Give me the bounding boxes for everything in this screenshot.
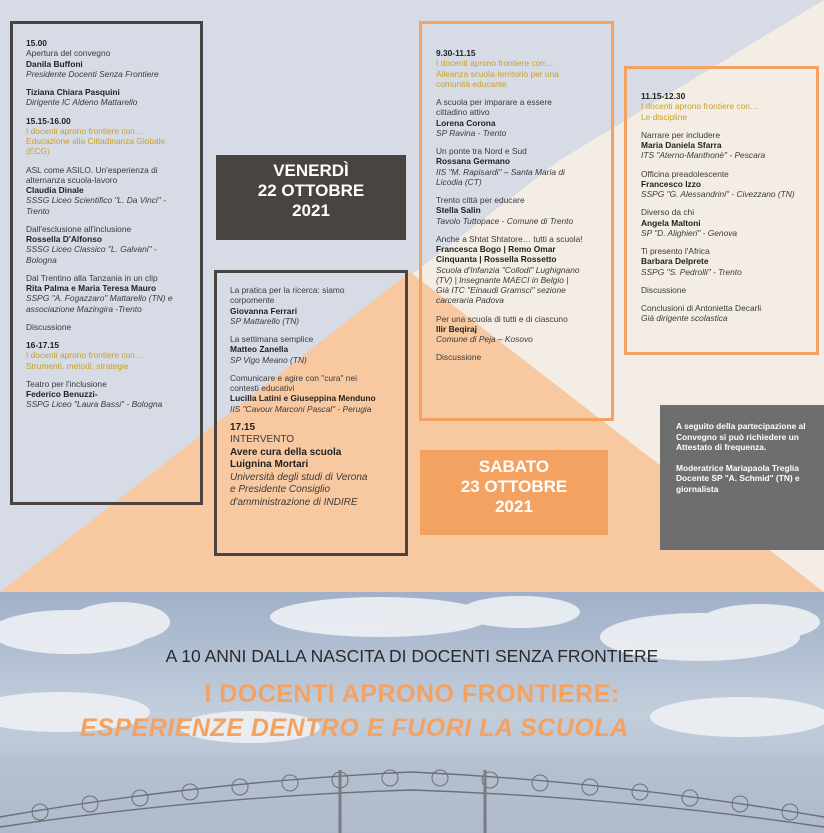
program-text: Discussione xyxy=(26,321,72,332)
keynote-intervento xyxy=(230,422,397,510)
program-theme: Educazione alla Cittadinanza Globale xyxy=(26,136,166,146)
program-affiliation: SSPG "G. Alessandrini" - Civezzano (TN) xyxy=(641,189,795,199)
program-text: Apertura del convegno xyxy=(26,48,111,59)
program-text: A scuola per imparare a essere xyxy=(436,97,552,107)
program-item xyxy=(26,273,192,314)
program-item xyxy=(26,340,192,371)
keynote-affiliation: d'amministrazione di INDIRE xyxy=(230,496,358,508)
keynote-time: 17.15 xyxy=(230,421,256,433)
program-text: alternanza scuola-lavoro xyxy=(26,174,118,185)
program-bold-text: 9.30-11.15 xyxy=(436,48,476,58)
event-title-line1: I DOCENTI APRONO FRONTIERE: xyxy=(204,680,620,708)
program-text: corpomente xyxy=(230,295,275,306)
program-affiliation: Dirigente IC Aldeno Mattarello xyxy=(26,97,138,108)
event-subtitle: A 10 ANNI DALLA NASCITA DI DOCENTI SENZA FRONTIERE xyxy=(165,646,659,666)
program-item xyxy=(26,38,192,79)
saturday-year: 2021 xyxy=(495,497,533,517)
program-affiliation: Tavolo Tuttopace - Comune di Trento xyxy=(436,215,574,226)
friday-day: VENERDÌ xyxy=(273,161,349,180)
program-bold-text: Rossella D'Alfonso xyxy=(26,234,102,244)
program-item xyxy=(641,169,810,200)
program-item xyxy=(26,116,192,157)
program-item xyxy=(641,130,810,161)
program-bold-text: Danila Buffoni xyxy=(26,58,83,69)
program-text: Diverso da chi xyxy=(641,207,695,218)
program-theme: (ECG) xyxy=(26,146,50,157)
program-item xyxy=(436,146,603,187)
program-item xyxy=(436,48,603,89)
program-theme: Le discipline xyxy=(641,111,688,122)
program-affiliation: carceraria Padova xyxy=(436,295,504,306)
program-bold-text: Francesca Bogo | Remo Omar xyxy=(436,244,556,254)
program-bold-text: Stella Salin xyxy=(436,205,481,216)
info-box xyxy=(660,405,824,550)
program-item xyxy=(26,87,192,108)
program-theme: I docenti aprono frontiere con… xyxy=(26,350,144,361)
program-item xyxy=(230,334,397,365)
program-bold-text: Matteo Zanella xyxy=(230,344,289,355)
keynote-label: INTERVENTO xyxy=(230,434,295,446)
program-text: Narrare per includere xyxy=(641,129,721,140)
saturday-schedule-box-2 xyxy=(624,66,819,355)
program-text: Officina preadolescente xyxy=(641,168,729,179)
program-item xyxy=(230,285,397,326)
program-bold-text: Maria Daniela Sfarra xyxy=(641,140,722,150)
program-affiliation: Scuola d'Infanzia "Collodi" Lughignano xyxy=(436,264,580,275)
program-affiliation: ITS "Aterno-Manthonè" - Pescara xyxy=(641,150,766,161)
event-title-line2: ESPERIENZE DENTRO E FUORI LA SCUOLA xyxy=(80,714,629,742)
program-text: Ti presento l'Africa xyxy=(641,246,710,256)
program-theme: I docenti aprono frontiere con… xyxy=(26,125,144,136)
program-bold-text: Tiziana Chiara Pasquini xyxy=(26,87,120,97)
program-theme: comunità educante xyxy=(436,78,507,89)
program-affiliation: SP "D. Alighieri" - Genova xyxy=(641,227,738,238)
program-affiliation: IIS "M. Rapisardi" – Santa Maria di xyxy=(436,166,565,177)
program-affiliation: associazione Mazingira -Trento xyxy=(26,303,142,314)
program-bold-text: Lucilla Latini e Giuseppina Menduno xyxy=(230,393,376,404)
program-theme: Strumenti, metodi, strategie xyxy=(26,360,129,371)
program-text: Dall'esclusione all'inclusione xyxy=(26,223,132,234)
program-affiliation: SSSG Liceo Classico "L. Galvani" - xyxy=(26,244,157,255)
saturday-schedule-box-1 xyxy=(419,21,614,421)
program-item xyxy=(436,195,603,226)
program-bold-text: 15.00 xyxy=(26,38,47,48)
program-item xyxy=(26,322,192,332)
program-affiliation: Già dirigente scolastica xyxy=(641,313,728,324)
program-item xyxy=(436,97,603,138)
program-bold-text: Lorena Corona xyxy=(436,117,496,128)
program-bold-text: Rita Palma e Maria Teresa Mauro xyxy=(26,283,157,293)
program-text: cittadino attivo xyxy=(436,107,490,118)
program-affiliation: IIS "Cavour Marconi Pascal" - Perugia xyxy=(230,403,372,414)
program-affiliation: SSPG Liceo "Laura Bassi" - Bologna xyxy=(26,399,163,410)
program-affiliation: Comune di Peja – Kosovo xyxy=(436,334,533,344)
friday-date-label xyxy=(216,155,406,240)
program-text: ASL come ASILO. Un'esperienza di xyxy=(26,164,158,175)
program-bold-text: Claudia Dinale xyxy=(26,185,84,195)
program-affiliation: Bologna xyxy=(26,254,57,265)
program-text: Dal Trentino alla Tanzania in un clip xyxy=(26,272,158,283)
saturday-date: 23 OTTOBRE xyxy=(460,477,568,497)
program-affiliation: SP Ravina - Trento xyxy=(436,127,507,138)
attestato-note: A seguito della partecipazione al Convegno si può richiedere un Attestato di frequenza. xyxy=(676,421,806,452)
program-bold-text: Cinquanta | Rossella Rossetto xyxy=(436,254,557,265)
friday-schedule-box-2 xyxy=(214,270,408,556)
program-item xyxy=(436,234,603,306)
keynote-title: Avere cura della scuola xyxy=(230,446,342,458)
program-item xyxy=(26,165,192,216)
program-theme: I docenti aprono frontiere con… xyxy=(641,101,759,112)
moderatrice-note: Moderatrice Mariapaola Treglia Docente SP "A. Schmid" (TN) e giornalista xyxy=(676,462,800,494)
program-item xyxy=(26,379,192,410)
program-item xyxy=(436,314,603,345)
program-item xyxy=(26,224,192,265)
program-text: Comunicare e agire con "cura" nei xyxy=(230,372,357,383)
program-affiliation: SP Vigo Meano (TN) xyxy=(230,354,307,365)
program-bold-text: Angela Maltoni xyxy=(641,217,701,228)
program-bold-text: Ilir Beqiraj xyxy=(436,323,477,334)
program-affiliation: SP Mattarello (TN) xyxy=(230,315,300,326)
program-text: Anche a Shtat Shtatore… tutti a scuola! xyxy=(436,233,583,244)
program-item xyxy=(641,246,810,277)
program-text: Un ponte tra Nord e Sud xyxy=(436,146,527,156)
program-item xyxy=(230,373,397,414)
keynote-speaker: Luignina Mortari xyxy=(230,459,309,471)
friday-date: 22 OTTOBRE xyxy=(257,181,365,201)
program-affiliation: Licodia (CT) xyxy=(436,176,482,187)
program-bold-text: Federico Benuzzi- xyxy=(26,389,98,399)
program-text: Teatro per l'inclusione xyxy=(26,378,107,389)
program-affiliation: Trento xyxy=(26,205,50,216)
program-bold-text: 15.15-16.00 xyxy=(26,115,71,126)
program-bold-text: 16-17.15 xyxy=(26,340,60,350)
program-affiliation: SSSG Liceo Scientifico "L. Da Vinci" - xyxy=(26,195,166,206)
program-text: contesti educativi xyxy=(230,383,295,393)
program-item xyxy=(641,303,810,324)
sky-barbed-wire-illustration xyxy=(0,592,824,833)
program-item xyxy=(641,207,810,238)
program-text: Conclusioni di Antonietta Decarli xyxy=(641,303,762,313)
program-affiliation: Già ITC "Einaudi Gramsci" sezione xyxy=(436,285,566,295)
program-bold-text: Rossana Germano xyxy=(436,156,511,167)
program-item xyxy=(436,352,603,362)
program-bold-text: Giovanna Ferrari xyxy=(230,305,298,316)
keynote-affiliation: e Presidente Consiglio xyxy=(230,484,331,496)
program-text: Per una scuola di tutti e di ciascuno xyxy=(436,313,568,324)
program-text: Discussione xyxy=(436,352,482,363)
program-item xyxy=(641,91,810,122)
program-theme: Alleanza scuola-territorio per una xyxy=(436,68,559,79)
saturday-day: SABATO xyxy=(478,457,550,476)
program-text: La pratica per la ricerca: siamo xyxy=(230,285,345,295)
program-theme: I docenti aprono frontiere con… xyxy=(436,58,554,69)
program-affiliation: SSPG "S. Pedrolli" - Trento xyxy=(641,266,742,277)
program-bold-text: 11.15-12.30 xyxy=(641,91,686,101)
program-bold-text: Barbara Delprete xyxy=(641,256,709,267)
program-affiliation: Presidente Docenti Senza Frontiere xyxy=(26,68,159,79)
program-text: Discussione xyxy=(641,284,687,295)
program-item xyxy=(641,285,810,295)
program-text: Trento città per educare xyxy=(436,195,525,205)
program-text: La settimana semplice xyxy=(230,334,314,344)
program-affiliation: (TV) | Insegnante MAECI in Belgio | xyxy=(436,274,569,285)
keynote-affiliation: Università degli studi di Verona xyxy=(230,471,368,483)
saturday-date-label xyxy=(420,450,608,535)
friday-year: 2021 xyxy=(292,201,330,221)
program-affiliation: SSPG "A. Fogazzaro" Mattarello (TN) e xyxy=(26,293,173,304)
program-bold-text: Francesco Izzo xyxy=(641,178,702,189)
friday-schedule-box-1 xyxy=(10,21,203,505)
